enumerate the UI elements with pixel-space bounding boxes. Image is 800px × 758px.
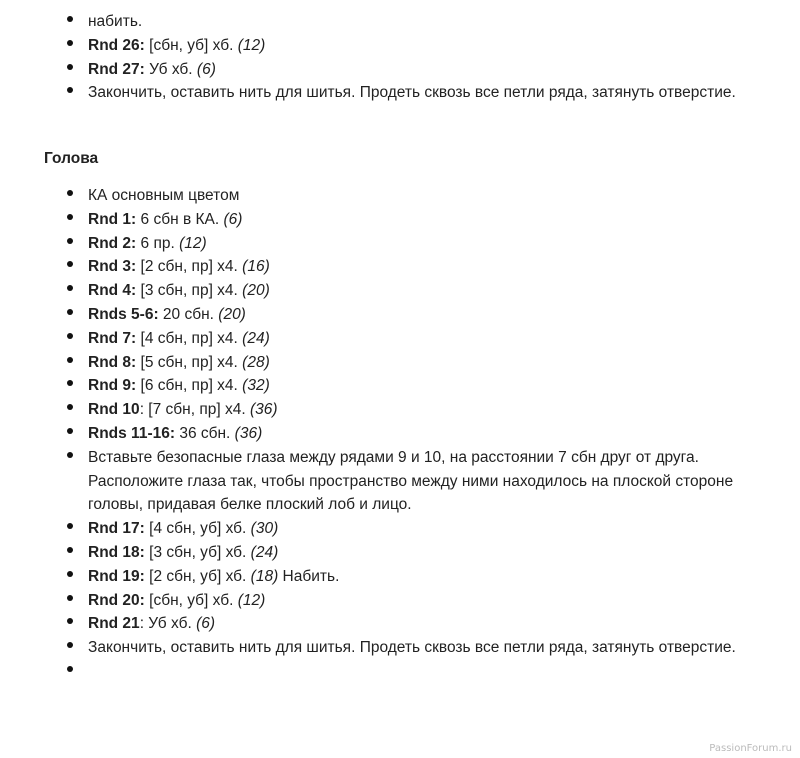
stitch-count: (6): [196, 615, 216, 633]
round-label: Rnd 4:: [88, 282, 137, 300]
stitch-count: (24): [250, 543, 279, 561]
round-label: Rnd 27:: [88, 60, 145, 78]
list-item: Вставьте безопасные глаза между рядами 9 и 10, на расстоянии 7 сбн друг от друга. Расположите глаза так, чтобы пространство между ними находилось на плоской стороне головы, придавая белке плоский лоб и лицо.: [62, 446, 762, 517]
list-item: Rnd 10: [7 сбн, пр] х4. (36): [62, 398, 762, 422]
round-label: Rnd 10: [88, 401, 140, 419]
stitch-count: (12): [237, 36, 266, 54]
list-item: Rnd 21: Уб хб. (6): [62, 612, 762, 636]
round-label: Rnd 21: [88, 615, 140, 633]
round-label: Rnd 20:: [88, 591, 145, 609]
round-label: Rnds 11-16:: [88, 424, 176, 442]
round-label: Rnd 9:: [88, 377, 137, 395]
stitch-count: (24): [242, 329, 270, 347]
list-item: Rnd 2: 6 пр. (12): [62, 232, 762, 256]
stitch-count: (16): [242, 258, 270, 276]
pattern-list-head: [62, 184, 762, 684]
pattern-list-body-end: [62, 10, 762, 105]
stitch-count: (28): [242, 353, 270, 371]
list-item: Rnd 20: [сбн, уб] хб. (12): [62, 589, 762, 613]
list-item: Rnd 9: [6 сбн, пр] х4. (32): [62, 374, 762, 398]
stitch-count: (20): [218, 305, 246, 323]
list-item: Rnd 1: 6 сбн в КА. (6): [62, 208, 762, 232]
list-item: КА основным цветом: [62, 184, 762, 208]
section-heading-head: Голова: [44, 150, 99, 167]
round-label: Rnd 26:: [88, 36, 145, 54]
list-item: Rnd 7: [4 сбн, пр] х4. (24): [62, 327, 762, 351]
round-label: Rnd 3:: [88, 258, 137, 276]
list-item: Rnd 17: [4 сбн, уб] хб. (30): [62, 517, 762, 541]
list-item: Rnd 3: [2 сбн, пр] х4. (16): [62, 255, 762, 279]
watermark: PassionForum.ru: [709, 743, 792, 754]
stitch-count: (20): [242, 282, 270, 300]
list-item: Rnd 4: [3 сбн, пр] х4. (20): [62, 279, 762, 303]
stitch-count: (30): [250, 520, 279, 538]
stitch-count: (32): [242, 377, 270, 395]
round-label: Rnd 2:: [88, 234, 137, 252]
stitch-count: (12): [179, 234, 207, 252]
list-item: Закончить, оставить нить для шитья. Продеть сквозь все петли ряда, затянуть отверстие.: [62, 636, 762, 660]
list-item: Rnd 26: [сбн, уб] хб. (12): [62, 34, 762, 58]
stitch-count: (36): [249, 401, 278, 419]
list-item: набить.: [62, 10, 762, 34]
list-item: Rnd 18: [3 сбн, уб] хб. (24): [62, 541, 762, 565]
stitch-count: (6): [223, 210, 243, 228]
stitch-count: (36): [234, 424, 263, 442]
round-label: Rnd 7:: [88, 329, 137, 347]
stitch-count: (12): [237, 591, 266, 609]
list-item: Rnds 5-6: 20 сбн. (20): [62, 303, 762, 327]
list-item: Rnds 11-16: 36 сбн. (36): [62, 422, 762, 446]
list-item: Rnd 27: Уб хб. (6): [62, 58, 762, 82]
round-label: Rnd 18:: [88, 543, 145, 561]
list-item-empty: [62, 660, 762, 684]
list-item: Rnd 19: [2 сбн, уб] хб. (18) Набить.: [62, 565, 762, 589]
round-label: Rnd 8:: [88, 353, 137, 371]
list-item: Закончить, оставить нить для шитья. Продеть сквозь все петли ряда, затянуть отверстие.: [62, 81, 762, 105]
round-label: Rnd 1:: [88, 210, 137, 228]
stitch-count: (18): [250, 567, 279, 585]
list-item: Rnd 8: [5 сбн, пр] х4. (28): [62, 351, 762, 375]
stitch-count: (6): [196, 60, 216, 78]
round-label: Rnd 17:: [88, 520, 145, 538]
round-label: Rnds 5-6:: [88, 305, 159, 323]
round-label: Rnd 19:: [88, 567, 145, 585]
